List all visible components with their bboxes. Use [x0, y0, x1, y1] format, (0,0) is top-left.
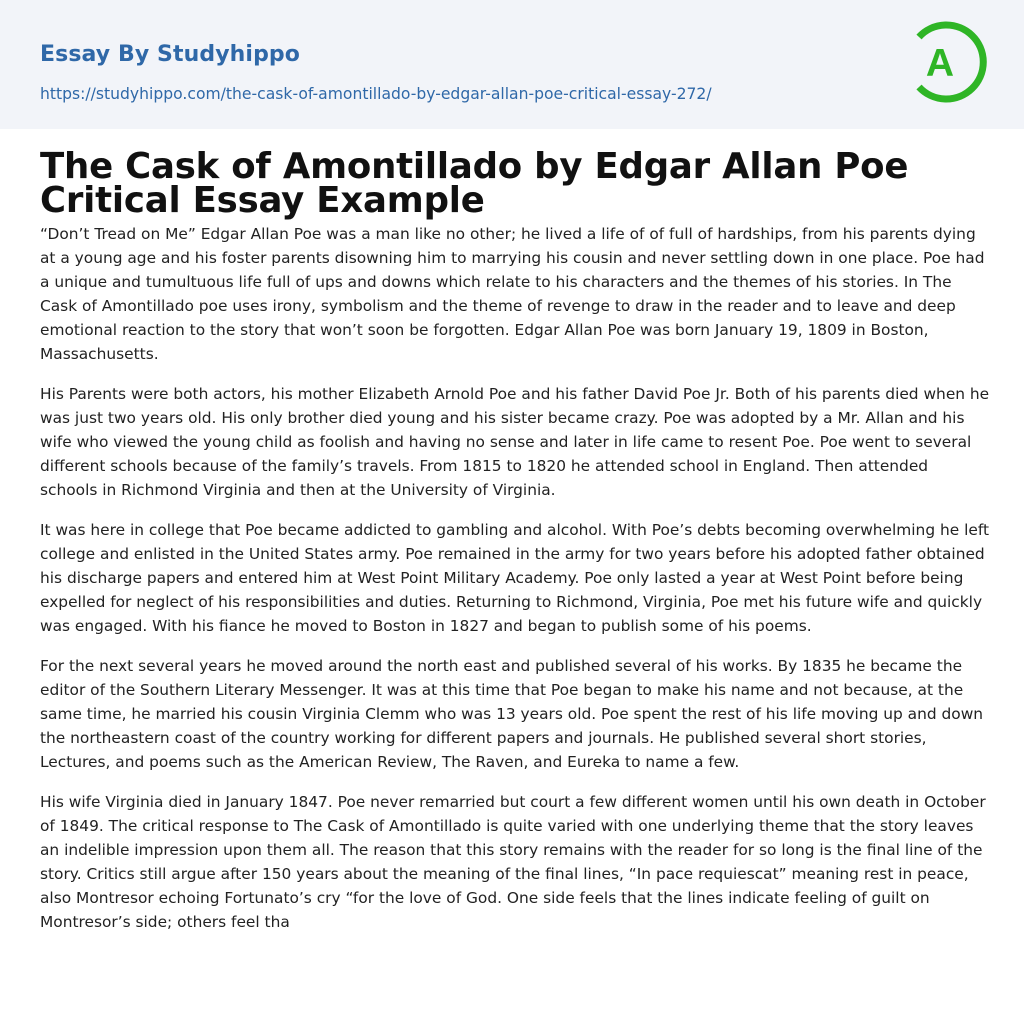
essay-paragraph: His Parents were both actors, his mother Elizabeth Arnold Poe and his father David Poe Jr. Both of his parents died when he was just two years old. His only brother died young and his sister became crazy. Poe was adopted by a Mr. Allan and his wife who viewed the young child as foolish and having no sense and later in life came to resent Poe. Poe went to several different schools because of the family’s travels. From 1815 to 1820 he attended school in England. Then attended schools in Richmond Virginia and then at the University of Virginia.	[40, 385, 990, 499]
essay-paragraph: His wife Virginia died in January 1847. Poe never remarried but court a few different women until his own death in October of 1849. The critical response to The Cask of Amontillado is quite varied with one underlying theme that the story leaves an indelible impression upon them all. The reason that this story remains with the reader for so long is the final line of the story. Critics still argue after 150 years about the meaning of the final lines, “In pace requiescat” meaning rest in peace, also Montresor echoing Fortunato’s cry “for the love of God. One side feels that the lines indicate feeling of guilt on Montresor’s side; others feel tha	[40, 793, 986, 931]
essay-paragraph: “Don’t Tread on Me” Edgar Allan Poe was a man like no other; he lived a life of of full of hardships, from his parents dying at a young age and his foster parents disowning him to marrying his cousin and never settling down in one place. Poe had a unique and tumultuous life full of ups and downs which relate to his characters and the themes of his stories. In The Cask of Amontillado poe uses irony, symbolism and the theme of revenge to draw in the reader and to leave and deep emotional reaction to the story that won’t soon be forgotten. Edgar Allan Poe was born January 19, 1809 in Boston, Massachusetts.	[40, 225, 985, 363]
site-header	[0, 0, 1024, 129]
essay-url-link[interactable]: https://studyhippo.com/the-cask-of-amontillado-by-edgar-allan-poe-critical-essay-272/	[40, 85, 712, 103]
essay-paragraph: For the next several years he moved around the north east and published several of his works. By 1835 he became the editor of the Southern Literary Messenger. It was at this time that Poe began to make his name and not because, at the same time, he married his cousin Virginia Clemm who was 13 years old. Poe spent the rest of his life moving up and down the northeastern coast of the country working for different papers and journals. He published several short stories, Lectures, and poems such as the American Review, The Raven, and Eureka to name a few.	[40, 657, 984, 771]
essay-content	[40, 146, 990, 950]
studyhippo-logo-icon[interactable]	[908, 17, 990, 107]
site-brand[interactable]: Essay By Studyhippo	[40, 42, 300, 67]
logo-letter: A	[925, 42, 955, 85]
essay-paragraph: It was here in college that Poe became addicted to gambling and alcohol. With Poe’s debts becoming overwhelming he left college and enlisted in the United States army. Poe remained in the army for two years before his adopted father obtained his discharge papers and entered him at West Point Military Academy. Poe only lasted a year at West Point before being expelled for neglect of his responsibilities and duties. Returning to Richmond, Virginia, Poe met his future wife and quickly was engaged. With his fiance he moved to Boston in 1827 and began to publish some of his poems.	[40, 521, 990, 635]
page-title: The Cask of Amontillado by Edgar Allan Poe Critical Essay Example	[40, 146, 909, 221]
